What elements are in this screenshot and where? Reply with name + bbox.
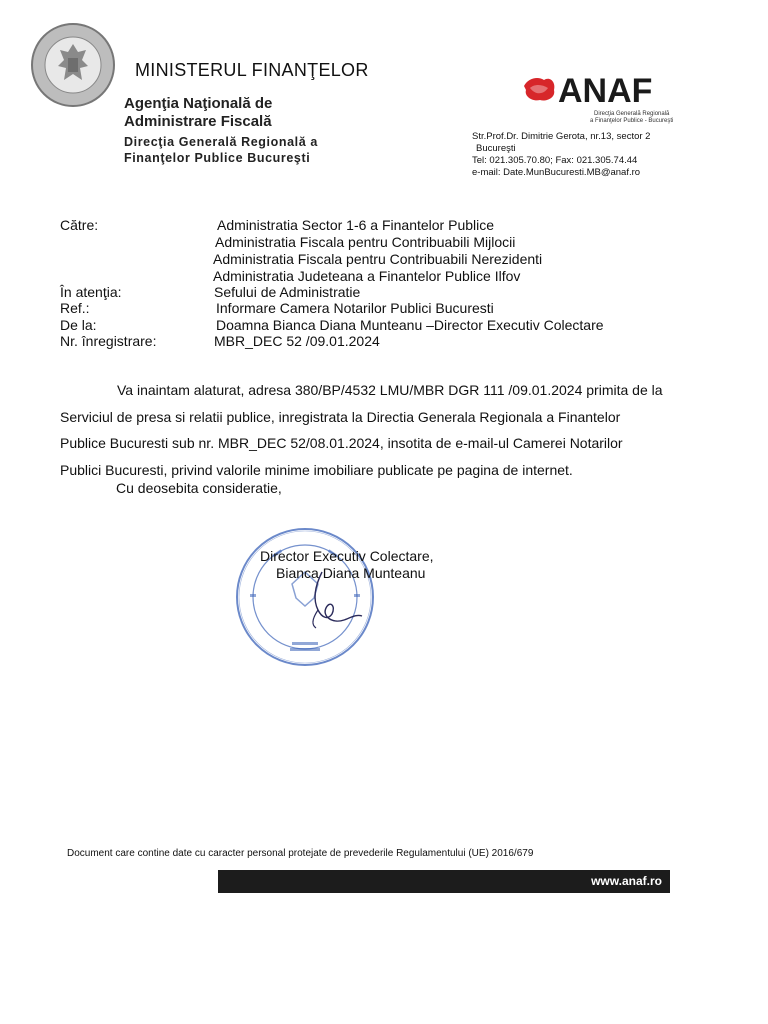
gdpr-disclaimer: Document care contine date cu caracter personal protejate de prevederile Regulamentului (UE) 2016/679 [67, 848, 534, 859]
body-paragraph [60, 377, 750, 483]
recipient-1: Administratia Sector 1-6 a Finantelor Publice [217, 217, 495, 233]
footer-bar [218, 870, 670, 893]
signer-title: Director Executiv Colectare, [260, 548, 434, 564]
signer-name: Bianca Diana Munteanu [276, 565, 426, 581]
dela-value: Doamna Bianca Diana Munteanu –Director Executiv Colectare [216, 317, 604, 333]
agency-line-2: Administrare Fiscală [124, 113, 272, 130]
direction-line-2: Finanţelor Publice Bucureşti [124, 151, 311, 165]
direction-name [124, 134, 318, 166]
atentia-value: Sefului de Administratie [214, 284, 361, 300]
footer-website-link[interactable]: www.anaf.ro [591, 874, 662, 888]
catre-label: Către: [60, 217, 99, 233]
recipient-3: Administratia Fiscala pentru Contribuabili Nerezidenti [213, 251, 543, 267]
closing-formula: Cu deosebita consideratie, [116, 480, 282, 496]
anaf-logo [520, 70, 670, 110]
nr-label: Nr. înregistrare: [60, 333, 157, 349]
body-line-4: Publici Bucuresti, privind valorile minime imobiliare publicate pe pagina de internet. [60, 461, 573, 478]
anaf-logo-subtext [590, 111, 673, 125]
ministry-seal-logo [30, 22, 116, 108]
ref-label: Ref.: [60, 300, 90, 316]
agency-line-1: Agenţia Naţională de [124, 95, 273, 112]
recipient-2: Administratia Fiscala pentru Contribuabili Mijlocii [215, 234, 516, 250]
ref-value: Informare Camera Notarilor Publici Bucuresti [216, 300, 494, 316]
body-line-2: Serviciul de presa si relatii publice, inregistrata la Directia Generala Regionala a Finantelor [60, 408, 621, 425]
address-line-1: Str.Prof.Dr. Dimitrie Gerota, nr.13, sector 2 [472, 131, 651, 142]
contact-phone: Tel: 021.305.70.80; Fax: 021.305.74.44 [472, 155, 638, 166]
nr-value: MBR_DEC 52 /09.01.2024 [214, 333, 380, 349]
body-line-1: Va inaintam alaturat, adresa 380/BP/4532 LMU/MBR DGR 111 /09.01.2024 primita de la [117, 382, 663, 398]
anaf-subtext-line-1: Direcţia Generală Regională [594, 111, 670, 117]
handwritten-signature [292, 570, 372, 630]
svg-text:ANAF: ANAF [558, 72, 653, 110]
contact-address [472, 131, 650, 179]
atentia-label: În atenţia: [60, 284, 122, 300]
agency-name [124, 95, 272, 131]
body-line-3: Publice Bucuresti sub nr. MBR_DEC 52/08.01.2024, insotita de e-mail-ul Camerei Notarilor [60, 435, 623, 451]
anaf-subtext-line-2: a Finanţelor Publice - Bucureşti [590, 118, 674, 124]
dela-label: De la: [60, 317, 97, 333]
address-line-2: Bucureşti [476, 143, 516, 154]
ministry-name: MINISTERUL FINANŢELOR [135, 60, 369, 80]
direction-line-1: Direcţia Generală Regională a [124, 135, 318, 149]
contact-email: e-mail: Date.MunBucuresti.MB@anaf.ro [472, 167, 641, 178]
recipient-4: Administratia Judeteana a Finantelor Publice Ilfov [213, 268, 521, 284]
